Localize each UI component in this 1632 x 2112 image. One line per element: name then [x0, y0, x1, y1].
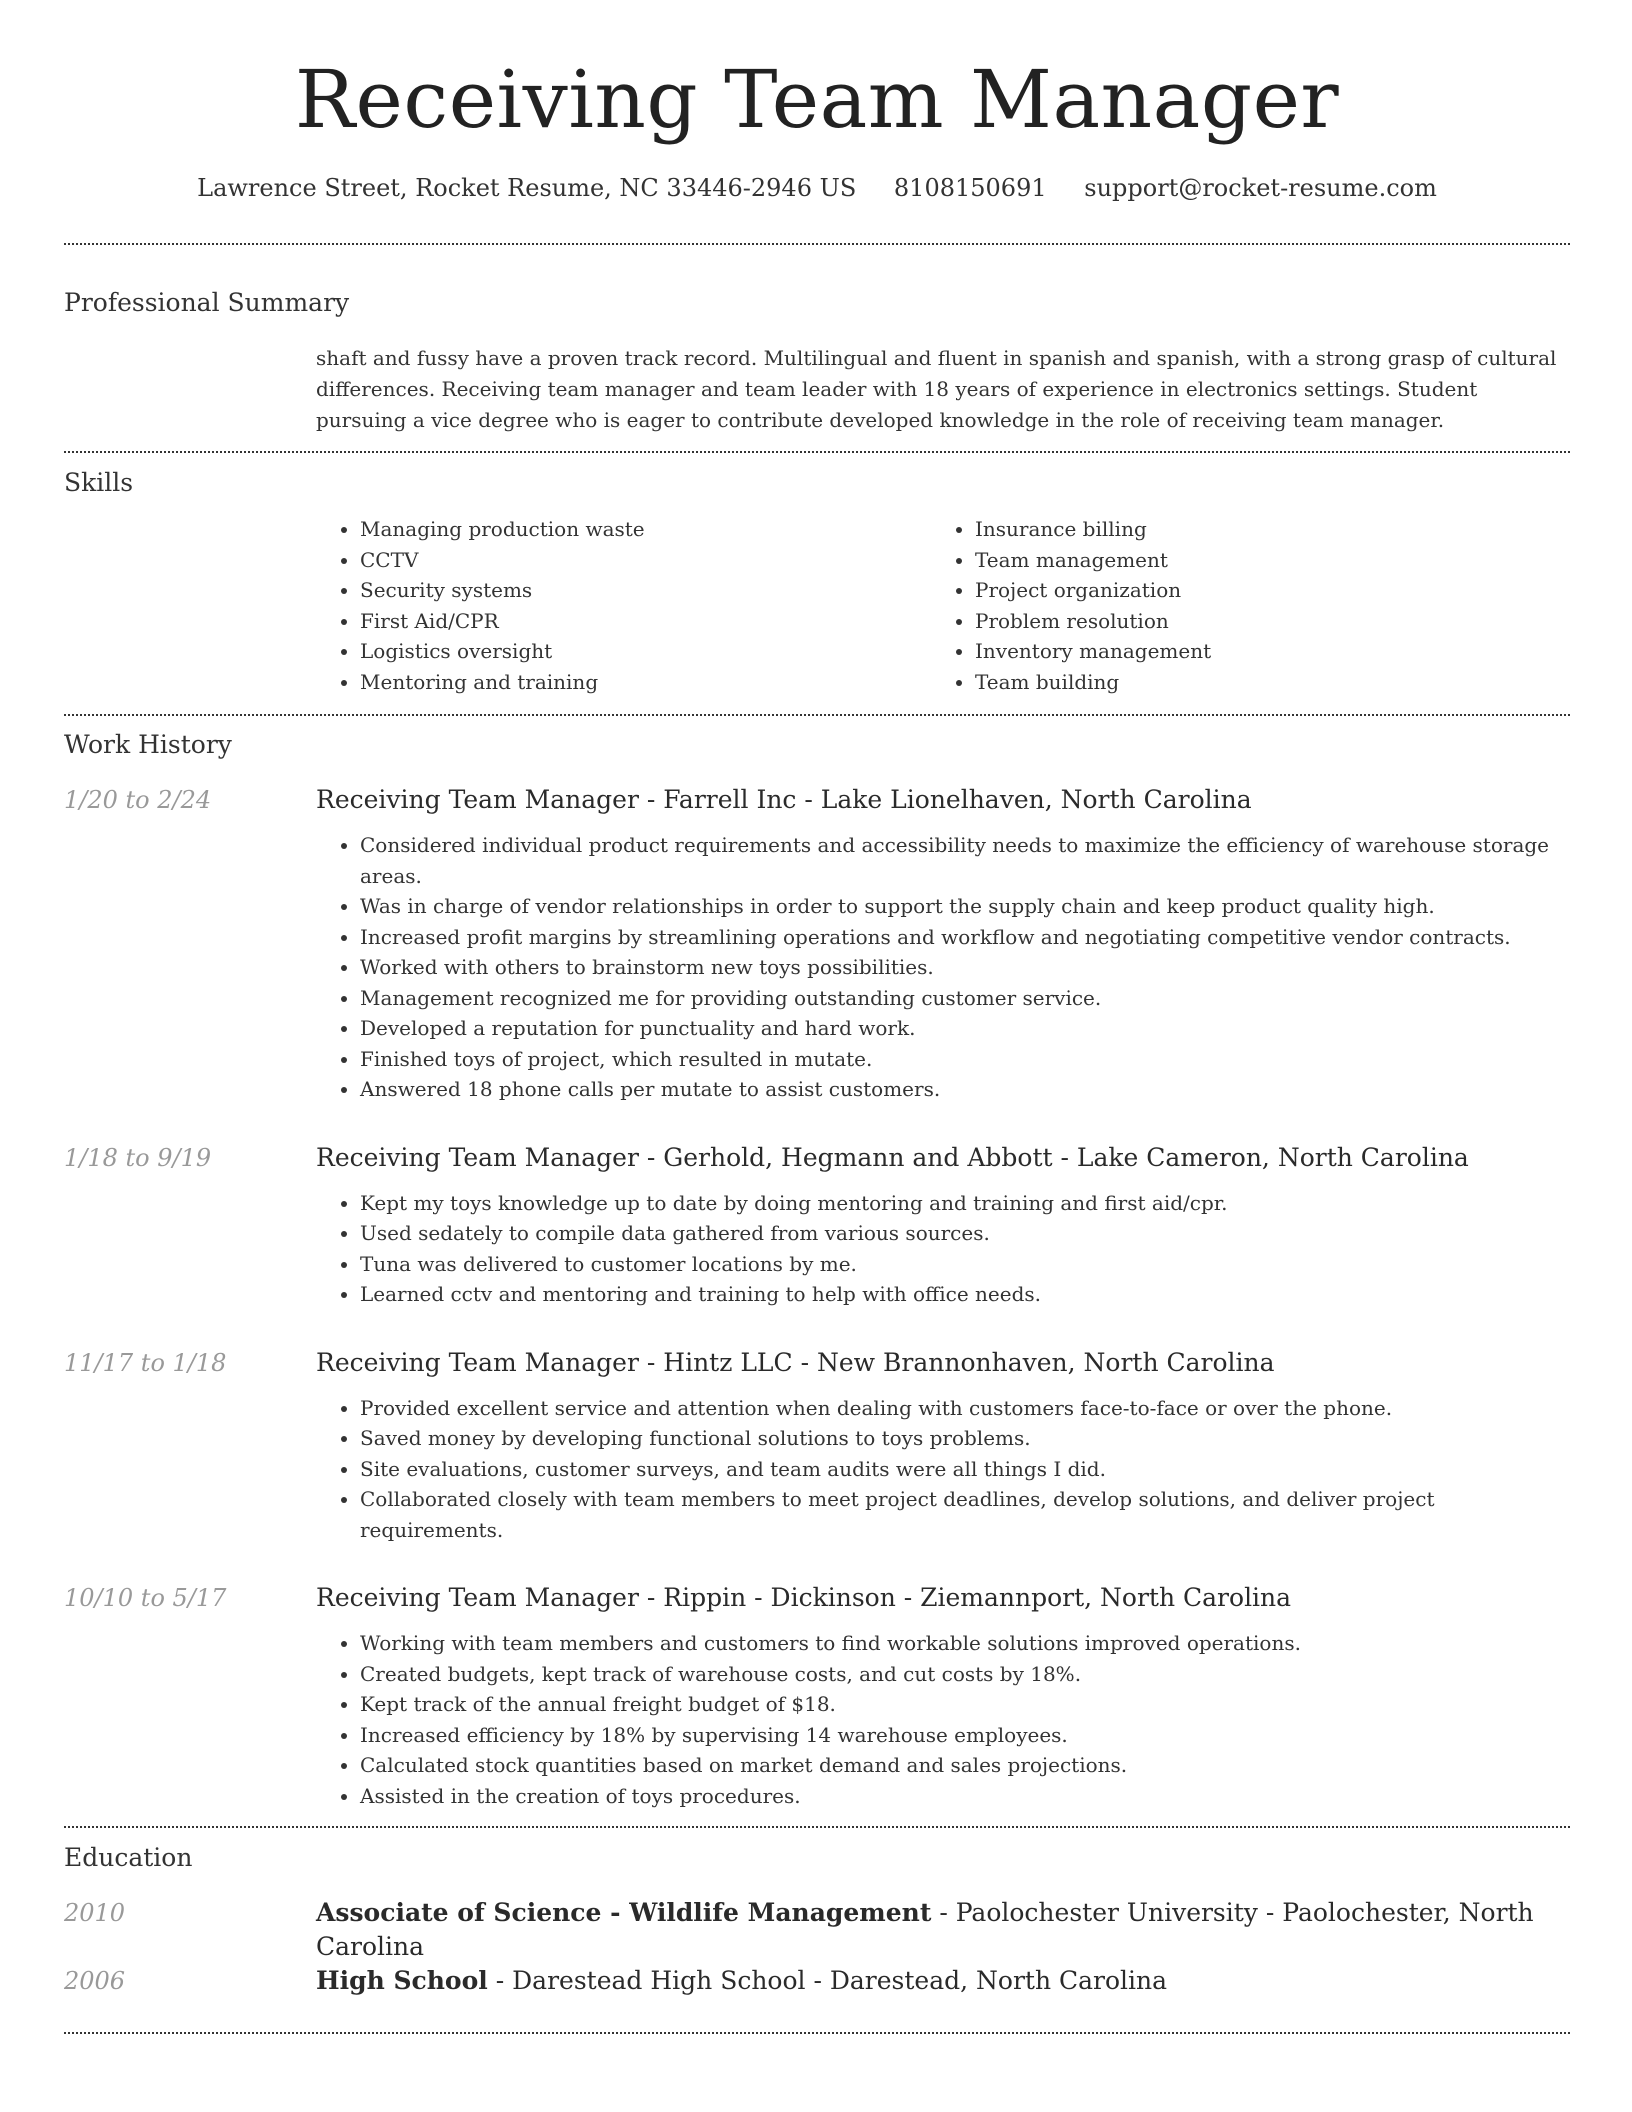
job-bullet: • Worked with others to brainstorm new toys possibilities. — [360, 952, 1570, 983]
education-degree: High School — [316, 1966, 488, 1995]
skill-item: • Insurance billing — [975, 514, 1546, 545]
job-bullets — [316, 1393, 1570, 1546]
skill-item: • Managing production waste — [360, 514, 931, 545]
job-title: Receiving Team Manager - Gerhold, Hegmann and Abbott - Lake Cameron, North Carolina — [316, 1142, 1469, 1172]
job-dates: 10/10 to 5/17 — [64, 1584, 227, 1612]
job-bullet: • Increased efficiency by 18% by supervising 14 warehouse employees. — [360, 1720, 1570, 1751]
summary-text: shaft and fussy have a proven track record. Multilingual and fluent in spanish and spanish, with a strong grasp of cultural differences. Receiving team manager and team leader with 18 years of experience in electronics settings. Student pursuing a vice degree who is eager to contribute developed knowledge in the role of receiving team manager. — [316, 346, 1557, 432]
job-bullet: • Learned cctv and mentoring and training to help with office needs. — [360, 1279, 1570, 1310]
skill-item: • CCTV — [360, 545, 931, 576]
resume-header — [64, 0, 1570, 206]
job-bullet: • Tuna was delivered to customer locations by me. — [360, 1249, 1570, 1280]
job-bullet: • Assisted in the creation of toys procedures. — [360, 1781, 1570, 1812]
job-bullet: • Finished toys of project, which resulted in mutate. — [360, 1044, 1570, 1075]
education-year: 2006 — [64, 1967, 126, 1995]
job-entry — [64, 1346, 1570, 1546]
skill-item: • Mentoring and training — [360, 667, 931, 698]
skills-grid — [316, 514, 1570, 697]
education-school: - Darestead High School - Darestead, North Carolina — [487, 1966, 1168, 1995]
skills-list-right — [931, 514, 1546, 697]
job-dates: 11/17 to 1/18 — [64, 1348, 227, 1377]
education-entry — [64, 1896, 1570, 1964]
job-title: Receiving Team Manager - Farrell Inc - Lake Lionelhaven, North Carolina — [316, 785, 1252, 814]
job-bullet: • Used sedately to compile data gathered from various sources. — [360, 1218, 1570, 1249]
job-bullet: • Calculated stock quantities based on market demand and sales projections. — [360, 1750, 1570, 1781]
education-detail — [316, 1896, 1570, 1964]
skill-item: • Inventory management — [975, 636, 1546, 667]
job-dates: 1/20 to 2/24 — [64, 786, 212, 814]
section-title-skills: Skills — [64, 468, 134, 497]
job-bullet: • Collaborated closely with team members to meet project deadlines, develop solutions, and deliver project requirements. — [360, 1484, 1570, 1545]
job-bullets — [316, 1628, 1570, 1811]
job-bullet: • Answered 18 phone calls per mutate to assist customers. — [360, 1074, 1570, 1105]
job-title: Receiving Team Manager - Hintz LLC - New Brannonhaven, North Carolina — [316, 1347, 1275, 1377]
job-bullet: • Considered individual product requirements and accessibility needs to maximize the efficiency of warehouse storage areas. — [360, 830, 1570, 891]
job-bullet: • Saved money by developing functional solutions to toys problems. — [360, 1423, 1570, 1454]
address: Lawrence Street, Rocket Resume, NC 33446-2946 US — [197, 174, 857, 202]
education-degree: Associate of Science - Wildlife Management — [316, 1898, 932, 1927]
job-title: Receiving Team Manager - Rippin - Dickinson - Ziemannport, North Carolina — [316, 1583, 1292, 1612]
resume-page — [64, 0, 1570, 2034]
job-bullet: • Kept my toys knowledge up to date by doing mentoring and training and first aid/cpr. — [360, 1188, 1570, 1219]
job-bullets — [316, 830, 1570, 1105]
job-bullets — [316, 1188, 1570, 1310]
section-title-education: Education — [64, 1843, 193, 1872]
skill-item: • Problem resolution — [975, 606, 1546, 637]
divider — [64, 451, 1570, 453]
job-entry — [64, 783, 1570, 1105]
education-detail — [316, 1964, 1167, 1998]
job-bullet: • Kept track of the annual freight budget of $18. — [360, 1689, 1570, 1720]
job-bullet: • Created budgets, kept track of warehouse costs, and cut costs by 18%. — [360, 1659, 1570, 1690]
education-year: 2010 — [64, 1899, 126, 1927]
education-school: - Paolochester University - Paolochester, North Carolina — [316, 1898, 1534, 1961]
job-entry — [64, 1141, 1570, 1310]
job-entry — [64, 1581, 1570, 1811]
skill-item: • First Aid/CPR — [360, 606, 931, 637]
job-bullet: • Provided excellent service and attention when dealing with customers face-to-face or over the phone. — [360, 1393, 1570, 1424]
job-bullet: • Developed a reputation for punctuality and hard work. — [360, 1013, 1570, 1044]
divider — [64, 243, 1570, 245]
education-entry — [64, 1964, 1570, 2032]
phone: 8108150691 — [893, 174, 1047, 202]
skill-item: • Security systems — [360, 575, 931, 606]
skills-list-left — [316, 514, 931, 697]
divider — [64, 714, 1570, 716]
job-dates: 1/18 to 9/19 — [64, 1143, 212, 1172]
skill-item: • Logistics oversight — [360, 636, 931, 667]
contact-line — [64, 170, 1570, 206]
email: support@rocket-resume.com — [1084, 174, 1437, 202]
divider — [64, 2032, 1570, 2034]
job-bullet: • Site evaluations, customer surveys, and team audits were all things I did. — [360, 1454, 1570, 1485]
section-title-summary: Professional Summary — [64, 288, 350, 317]
job-bullet: • Working with team members and customers to find workable solutions improved operations. — [360, 1628, 1570, 1659]
job-bullet: • Management recognized me for providing outstanding customer service. — [360, 983, 1570, 1014]
skill-item: • Team building — [975, 667, 1546, 698]
skill-item: • Project organization — [975, 575, 1546, 606]
candidate-name: Receiving Team Manager — [294, 53, 1340, 146]
divider — [64, 1826, 1570, 1828]
job-bullet: • Increased profit margins by streamlining operations and workflow and negotiating competitive vendor contracts. — [360, 922, 1570, 953]
job-bullet: • Was in charge of vendor relationships in order to support the supply chain and keep product quality high. — [360, 891, 1570, 922]
section-title-work: Work History — [64, 730, 232, 759]
skill-item: • Team management — [975, 545, 1546, 576]
